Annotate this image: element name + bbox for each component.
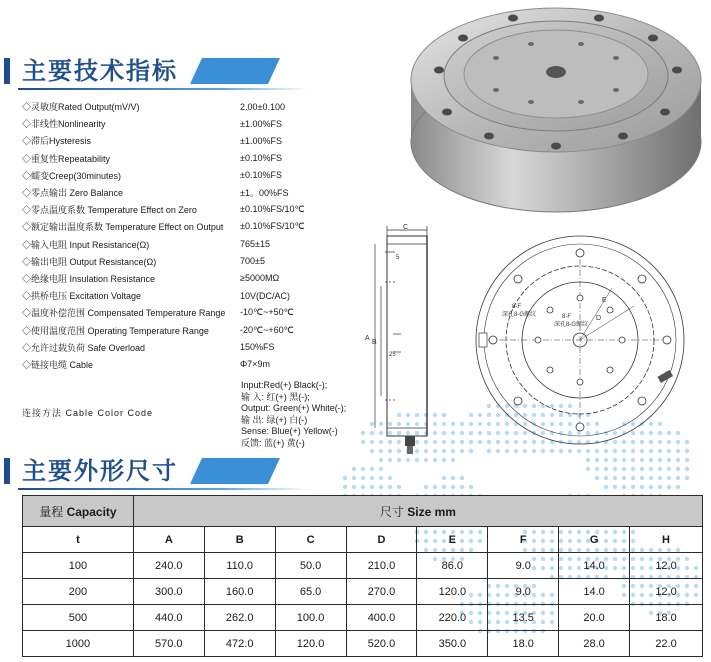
spec-value: -10℃~+50℃ (240, 307, 294, 318)
spec-value: 2.00±0.100 (240, 101, 285, 112)
spec-label: ◇拱桥电压 Excitation Voltage (22, 291, 142, 302)
table-cell: 300.0 (133, 579, 204, 605)
column-header: F (488, 527, 559, 553)
column-header: t (23, 527, 134, 553)
spec-row (22, 184, 342, 201)
top-view-drawing (462, 228, 698, 450)
table-cell: 100 (23, 553, 134, 579)
section-heading-dimensions (0, 452, 330, 492)
cable-line: Output: Green(+) White(-); (241, 403, 347, 413)
table-cell: 160.0 (204, 579, 275, 605)
dim-label-c: C (403, 224, 409, 231)
column-header: H (630, 527, 703, 553)
column-header: D (346, 527, 417, 553)
spec-value: ±1。00%FS (240, 188, 289, 199)
table-cell: 262.0 (204, 605, 275, 631)
table-cell: 210.0 (346, 553, 417, 579)
table-row (23, 579, 703, 605)
spec-row (22, 270, 342, 287)
table-cell: 440.0 (133, 605, 204, 631)
spec-label: ◇输出电阻 Output Resistance(Ω) (22, 256, 157, 267)
table-cell: 110.0 (204, 553, 275, 579)
hole-note-1: 8-F (512, 304, 521, 310)
capacity-header: 量程 Capacity (23, 496, 134, 527)
spec-value: 10V(DC/AC) (240, 290, 291, 301)
spec-row (22, 98, 342, 115)
spec-row (22, 150, 342, 167)
cable-line: Sense: Blue(+) Yellow(-) (241, 426, 338, 436)
column-header: C (275, 527, 346, 553)
table-cell: 350.0 (417, 631, 488, 657)
table-cell: 12.0 (630, 579, 703, 605)
spec-row (22, 132, 342, 149)
table-cell: 9.0 (488, 553, 559, 579)
spec-value: 150%FS (240, 342, 275, 353)
spec-row (22, 339, 342, 356)
table-cell: 120.0 (275, 631, 346, 657)
table-cell: 18.0 (488, 631, 559, 657)
spec-value: 700±5 (240, 256, 265, 267)
table-row (23, 631, 703, 657)
section-title: 主要技术指标 (22, 56, 178, 85)
hole-note-4: 深孔8-G螺纹 (554, 322, 589, 328)
column-header-row (23, 527, 703, 553)
spec-label: ◇额定输出温度系数 Temperature Effect on Output (22, 222, 224, 233)
table-cell: 400.0 (346, 605, 417, 631)
section-title: 主要外形尺寸 (22, 456, 178, 485)
spec-value: ≥5000MΩ (240, 273, 280, 284)
cable-line: 输 出: 绿(+) 白(-) (241, 414, 308, 425)
table-cell: 472.0 (204, 631, 275, 657)
table-cell: 270.0 (346, 579, 417, 605)
cable-line: 输 入: 红(+) 黑(-); (241, 391, 310, 402)
table-row (23, 605, 703, 631)
dim-label-d: D (596, 315, 602, 322)
spec-label: ◇使用温度范围 Operating Temperature Range (22, 325, 209, 336)
column-header: A (133, 527, 204, 553)
table-cell: 9.0 (488, 579, 559, 605)
spec-label: ◇绝缘电阻 Insulation Resistance (22, 273, 156, 284)
table-cell: 22.0 (630, 631, 703, 657)
cable-color-code-title: 连接方法 Cable Color Code (22, 408, 154, 418)
hole-note-2: 深孔8-G螺纹 (502, 312, 537, 318)
dimension-table (22, 495, 703, 657)
dim-label-5: 5 (396, 255, 400, 261)
spec-row (22, 356, 342, 373)
table-cell: 1000 (23, 631, 134, 657)
side-view-drawing (355, 222, 445, 472)
section-heading-specs (0, 52, 330, 92)
size-header: 尺寸 Size mm (133, 496, 702, 527)
spec-row (22, 167, 342, 184)
column-header: B (204, 527, 275, 553)
spec-row (22, 201, 342, 218)
table-cell: 28.0 (559, 631, 630, 657)
spec-row (22, 115, 342, 132)
spec-label: ◇允许过载负荷 Safe Overload (22, 342, 146, 353)
hole-note-3: 8-F (562, 314, 571, 320)
spec-list (22, 98, 342, 373)
spec-value: ±1.00%FS (240, 118, 282, 129)
table-cell: 14.0 (559, 579, 630, 605)
spec-label: ◇链接电缆 Cable (22, 359, 94, 370)
spec-row (22, 304, 342, 321)
spec-value: -20℃~+60℃ (240, 324, 294, 335)
spec-row (22, 287, 342, 304)
cable-line: Input:Red(+) Black(-); (241, 380, 328, 390)
dim-label-e: E (602, 297, 607, 304)
spec-label: ◇温度补偿范围 Compensated Temperature Range (22, 308, 226, 319)
spec-label: ◇蠕变Creep(30minutes) (22, 170, 122, 181)
spec-value: ±0.10%FS/10℃ (240, 204, 305, 215)
heading-accent-bar (4, 458, 10, 484)
spec-value: 765±15 (240, 239, 270, 250)
table-cell: 14.0 (559, 553, 630, 579)
table-row (23, 553, 703, 579)
spec-value: Φ7×9m (240, 359, 270, 370)
spec-label: ◇重复性Repeatability (22, 153, 111, 164)
table-cell: 220.0 (417, 605, 488, 631)
table-cell: 520.0 (346, 631, 417, 657)
spec-label: ◇零点温度系数 Temperature Effect on Zero (22, 205, 197, 216)
table-cell: 13.5 (488, 605, 559, 631)
spec-row (22, 253, 342, 270)
table-cell: 50.0 (275, 553, 346, 579)
spec-value: ±0.10%FS/10℃ (240, 221, 305, 232)
spec-row (22, 218, 342, 235)
dim-label-25: 25 (389, 352, 396, 358)
heading-stripe-decoration (190, 58, 280, 84)
spec-label: ◇滞后Hysteresis (22, 136, 92, 147)
heading-stripe-decoration (190, 458, 280, 484)
spec-label: ◇灵敏度Rated Output(mV/V) (22, 102, 140, 113)
table-cell: 12.0 (630, 553, 703, 579)
cable-color-code-lines (241, 380, 346, 449)
table-cell: 86.0 (417, 553, 488, 579)
table-cell: 65.0 (275, 579, 346, 605)
spec-row (22, 236, 342, 253)
spec-value: ±1.00%FS (240, 135, 282, 146)
spec-row (22, 321, 342, 338)
table-cell: 120.0 (417, 579, 488, 605)
table-cell: 570.0 (133, 631, 204, 657)
column-header: E (417, 527, 488, 553)
heading-underline (18, 488, 308, 490)
spec-label: ◇零点输出 Zero Balance (22, 188, 124, 199)
dim-label-b: B (372, 339, 377, 346)
table-cell: 18.0 (630, 605, 703, 631)
spec-value: ±0.10%FS (240, 153, 282, 164)
heading-accent-bar (4, 58, 10, 84)
table-cell: 20.0 (559, 605, 630, 631)
table-cell: 240.0 (133, 553, 204, 579)
column-header: G (559, 527, 630, 553)
table-cell: 500 (23, 605, 134, 631)
spec-label: ◇非线性Nonlinearity (22, 119, 106, 130)
spec-label: ◇输入电阻 Input Resistance(Ω) (22, 239, 150, 250)
load-cell-product-image (403, 2, 709, 218)
table-cell: 200 (23, 579, 134, 605)
table-cell: 100.0 (275, 605, 346, 631)
spec-value: ±0.10%FS (240, 170, 282, 181)
dim-label-a: A (365, 335, 370, 342)
table-header-row (23, 496, 703, 527)
cable-line: 反馈: 蓝(+) 黄(-) (241, 437, 305, 448)
heading-underline (18, 88, 308, 90)
